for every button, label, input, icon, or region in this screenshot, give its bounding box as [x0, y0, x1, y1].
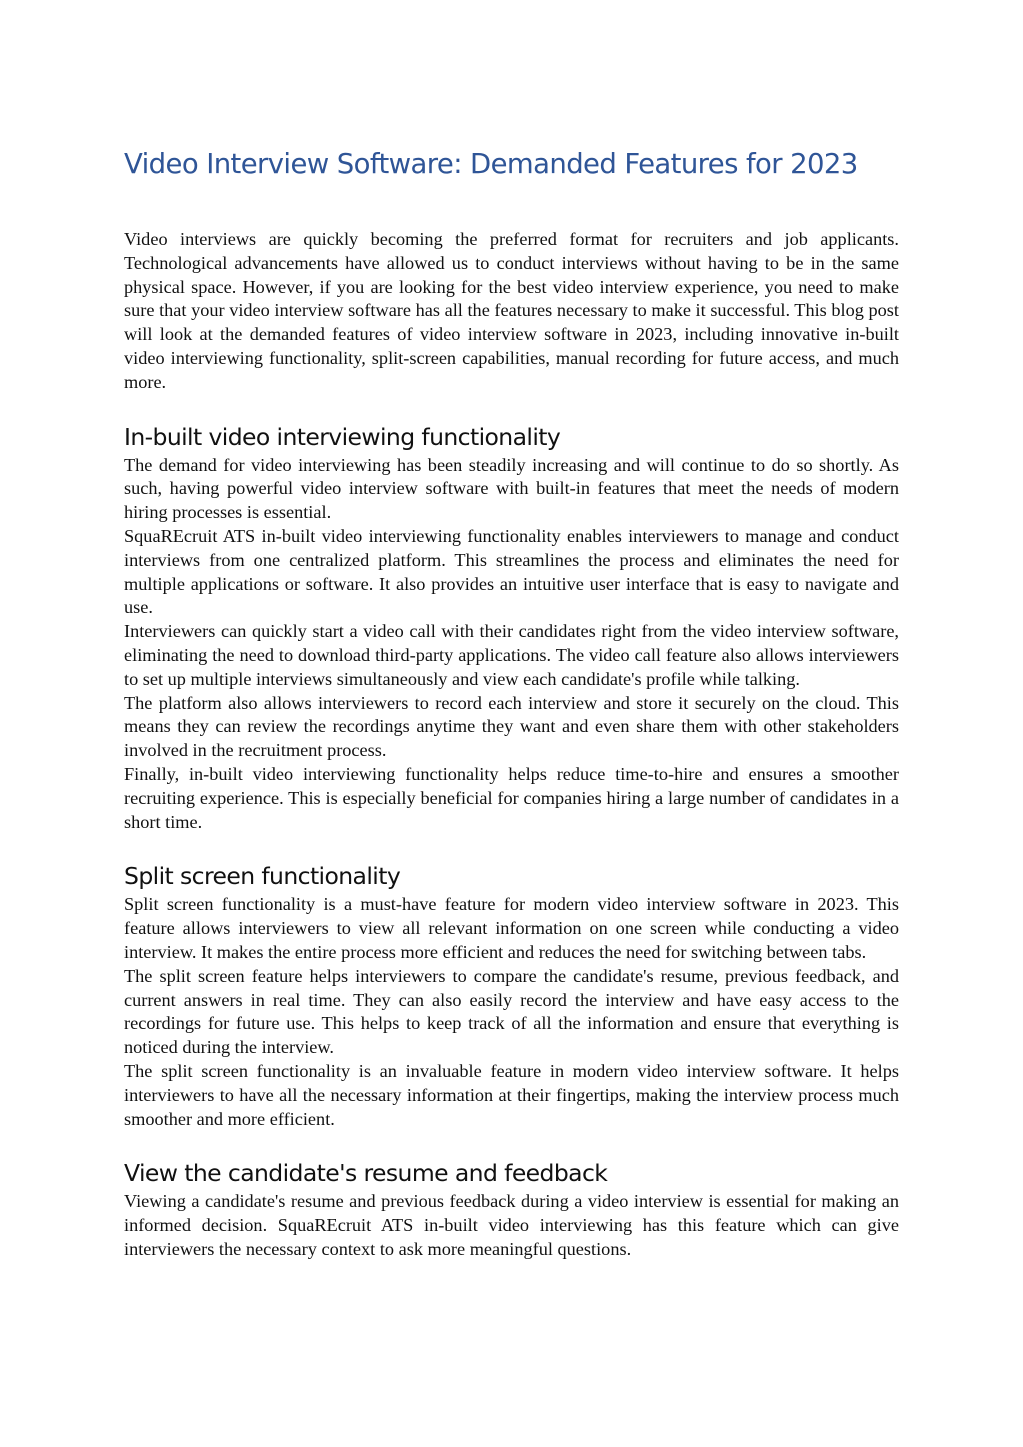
section-resume-feedback [124, 1157, 899, 1261]
section-heading: In-built video interviewing functionality [124, 422, 561, 451]
section-paragraph: The platform also allows interviewers to record each interview and store it securely on the cloud. This means they can review the recordings anytime they want and even share them with other stakeholders involved in the recruitment process. [124, 692, 899, 761]
section-inbuilt-video [124, 421, 899, 835]
intro-paragraph: Video interviews are quickly becoming the preferred format for recruiters and job applicants. Technological advancements have allowed us to conduct interviews without having to be in the same physical space. However, if you are looking for the best video interview experience, you need to make sure that your video interview software has all the features necessary to make it successful. This blog post will look at the demanded features of video interview software in 2023, including innovative in-built video interviewing functionality, split-screen capabilities, manual recording for future access, and much more. [124, 229, 899, 392]
section-paragraph: The demand for video interviewing has been steadily increasing and will continue to do so shortly. As such, having powerful video interview software with built-in features that meet the needs of modern hiring processes is essential. [124, 454, 899, 523]
section-paragraph: The split screen feature helps interviewers to compare the candidate's resume, previous feedback, and current answers in real time. They can also easily record the interview and have easy access to the recordings for future use. This helps to keep track of all the information and ensure that everything is noticed during the interview. [124, 965, 899, 1058]
page-title: Video Interview Software: Demanded Features for 2023 [124, 148, 858, 180]
document-page [124, 140, 899, 1262]
section-paragraph: Interviewers can quickly start a video call with their candidates right from the video interview software, eliminating the need to download third-party applications. The video call feature also allows interviewers to set up multiple interviews simultaneously and view each candidate's profile while talking. [124, 621, 899, 689]
section-paragraph: Viewing a candidate's resume and previous feedback during a video interview is essential for making an informed decision. SquaREcruit ATS in-built video interviewing has this feature which can give interviewers the necessary context to ask more meaningful questions. [124, 1191, 899, 1259]
section-heading: Split screen functionality [124, 862, 401, 891]
section-paragraph: Finally, in-built video interviewing functionality helps reduce time-to-hire and ensures a smoother recruiting experience. This is especially beneficial for companies hiring a large number of candidates in a short time. [124, 763, 899, 832]
section-paragraph: SquaREcruit ATS in-built video interviewing functionality enables interviewers to manage and conduct interviews from one centralized platform. This streamlines the process and eliminates the need for multiple applications or software. It also provides an intuitive user interface that is easy to navigate and use. [124, 525, 899, 618]
section-heading: View the candidate's resume and feedback [124, 1159, 608, 1188]
section-paragraph: Split screen functionality is a must-have feature for modern video interview software in 2023. This feature allows interviewers to view all relevant information on one screen while conducting a video interview. It makes the entire process more efficient and reduces the need for switching between tabs. [124, 894, 899, 962]
section-paragraph: The split screen functionality is an invaluable feature in modern video interview software. It helps interviewers to have all the necessary information at their fingertips, making the interview process much smoother and more efficient. [124, 1060, 899, 1129]
section-split-screen [124, 860, 899, 1131]
